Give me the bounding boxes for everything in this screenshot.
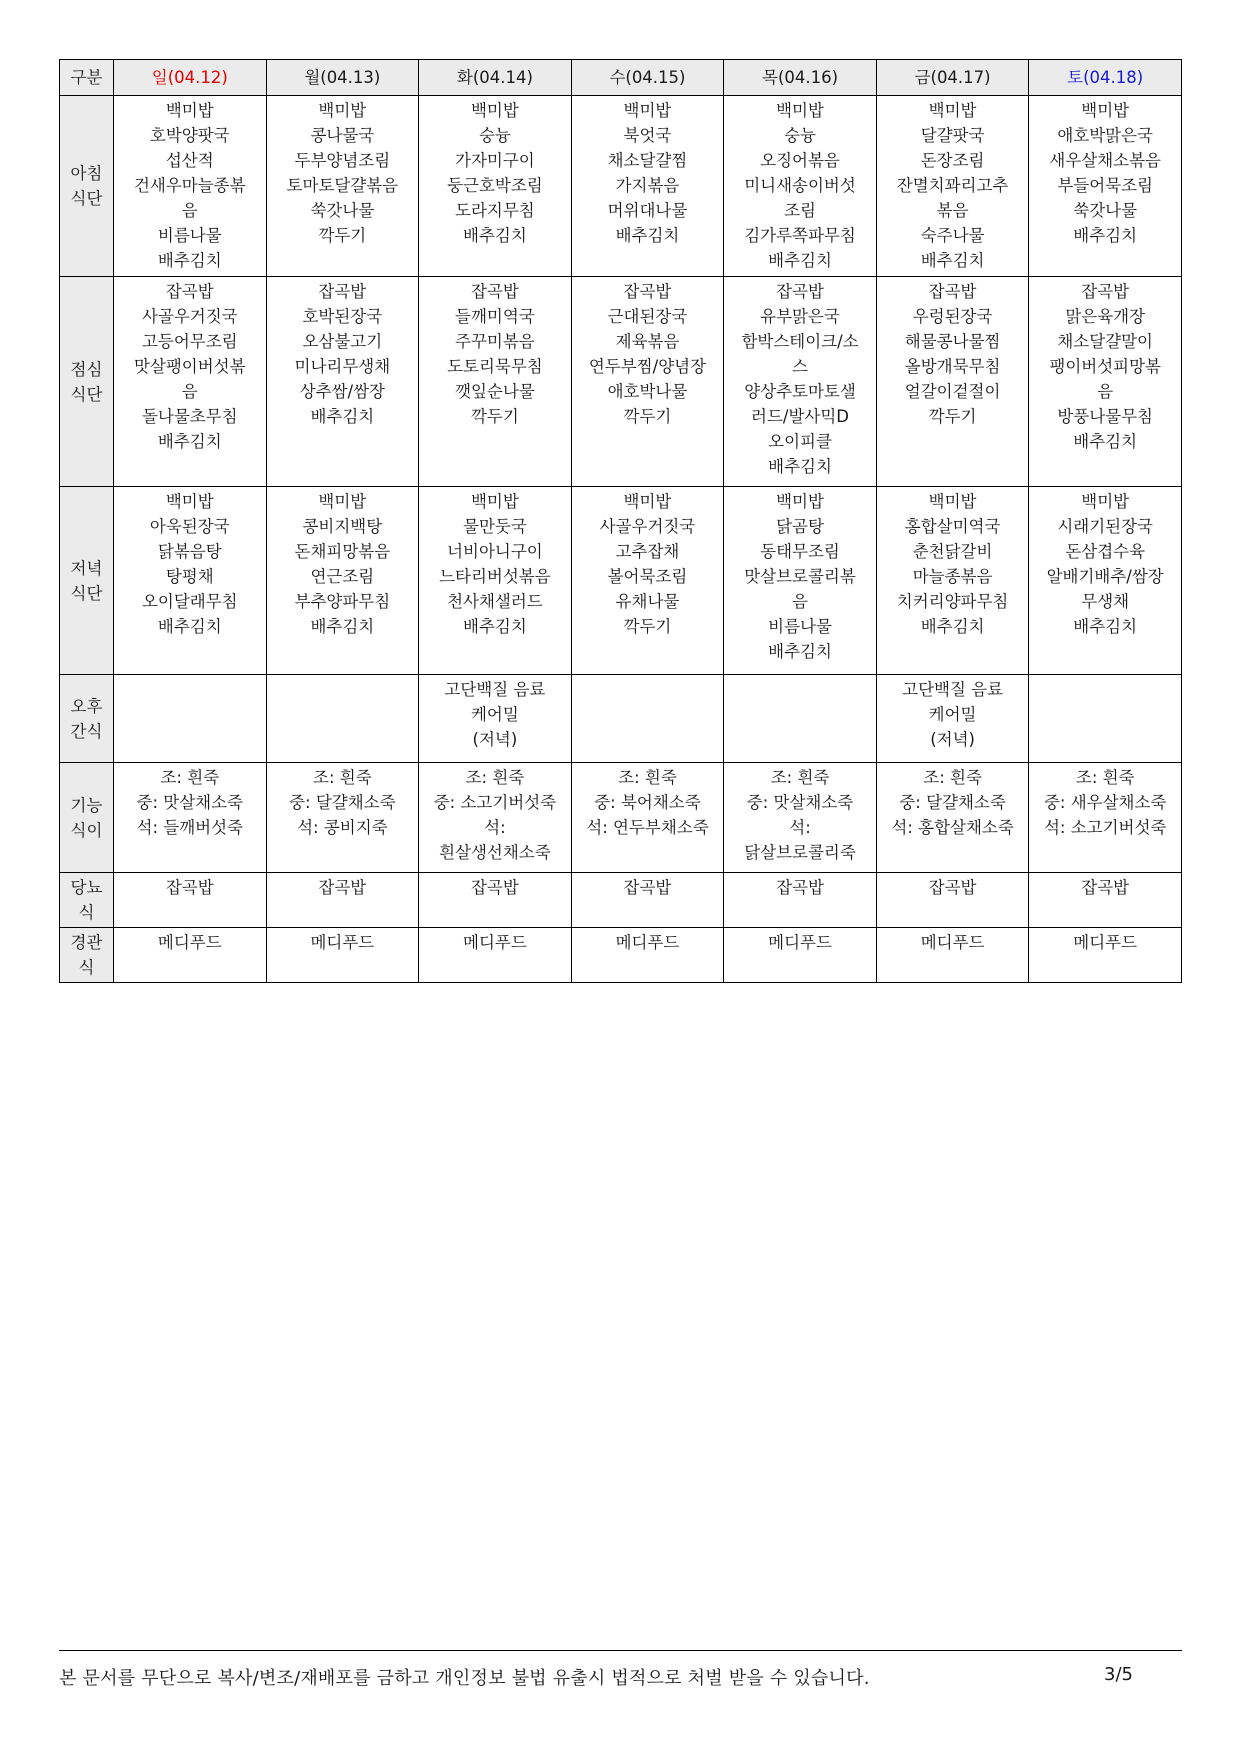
menu-cell: 백미밥 호박양팟국 섭산적 건새우마늘종볶 음 비름나물 배추김치 [114,96,267,277]
row-diabetic-diet [60,873,1182,928]
menu-cell: 잡곡밥 [1029,873,1182,928]
menu-cell: 고단백질 음료 케어밀 (저녁) [419,675,572,763]
row-lunch [60,277,1182,487]
row-label-lunch: 점심 식단 [60,277,114,487]
menu-cell: 백미밥 시래기된장국 돈삼겹수육 알배기배추/쌈장 무생채 배추김치 [1029,487,1182,675]
menu-cell: 메디푸드 [724,928,877,983]
row-breakfast [60,96,1182,277]
row-label-diabetic-diet: 당뇨 식 [60,873,114,928]
row-label-breakfast: 아침 식단 [60,96,114,277]
menu-cell: 백미밥 숭늉 오징어볶음 미니새송이버섯 조림 김가루쪽파무침 배추김치 [724,96,877,277]
day-header-sun: 일(04.12) [114,60,267,96]
menu-cell: 조: 흰죽 중: 맛살채소죽 석: 들깨버섯죽 [114,763,267,873]
row-functional-diet [60,763,1182,873]
menu-cell: 메디푸드 [266,928,419,983]
row-snack [60,675,1182,763]
menu-cell: 조: 흰죽 중: 새우살채소죽 석: 소고기버섯죽 [1029,763,1182,873]
menu-cell: 조: 흰죽 중: 달걀채소죽 석: 홍합살채소죽 [876,763,1029,873]
menu-cell: 백미밥 북엇국 채소달걀찜 가지볶음 머위대나물 배추김치 [571,96,724,277]
menu-cell [1029,675,1182,763]
menu-cell: 잡곡밥 들깨미역국 주꾸미볶음 도토리묵무침 깻잎순나물 깍두기 [419,277,572,487]
menu-cell: 조: 흰죽 중: 북어채소죽 석: 연두부채소죽 [571,763,724,873]
menu-cell: 잡곡밥 [876,873,1029,928]
weekly-menu-table [59,59,1182,983]
day-header-sat: 토(04.18) [1029,60,1182,96]
menu-cell: 잡곡밥 호박된장국 오삼불고기 미나리무생채 상추쌈/쌈장 배추김치 [266,277,419,487]
menu-cell: 잡곡밥 [114,873,267,928]
menu-cell: 잡곡밥 사골우거짓국 고등어무조림 맛살팽이버섯볶 음 돌나물초무침 배추김치 [114,277,267,487]
row-label-tube-feeding: 경관 식 [60,928,114,983]
menu-cell: 백미밥 아욱된장국 닭볶음탕 탕평채 오이달래무침 배추김치 [114,487,267,675]
menu-cell: 백미밥 사골우거짓국 고추잡채 볼어묵조림 유채나물 깍두기 [571,487,724,675]
copyright-notice: 본 문서를 무단으로 복사/변조/재배포를 금하고 개인정보 불법 유출시 법적으로 처벌 받을 수 있습니다. [59,1668,870,1689]
footer-divider [59,1650,1182,1651]
menu-cell: 백미밥 닭곰탕 동태무조림 맛살브로콜리볶 음 비름나물 배추김치 [724,487,877,675]
menu-cell [114,675,267,763]
row-dinner [60,487,1182,675]
menu-cell: 백미밥 콩나물국 두부양념조림 토마토달걀볶음 쑥갓나물 깍두기 [266,96,419,277]
menu-cell: 백미밥 콩비지백탕 돈채피망볶음 연근조림 부추양파무침 배추김치 [266,487,419,675]
menu-cell: 고단백질 음료 케어밀 (저녁) [876,675,1029,763]
day-header-mon: 월(04.13) [266,60,419,96]
day-header-tue: 화(04.14) [419,60,572,96]
menu-cell: 메디푸드 [1029,928,1182,983]
menu-cell: 잡곡밥 [724,873,877,928]
menu-cell: 백미밥 홍합살미역국 춘천닭갈비 마늘종볶음 치커리양파무침 배추김치 [876,487,1029,675]
menu-cell: 조: 흰죽 중: 달걀채소죽 석: 콩비지죽 [266,763,419,873]
menu-cell: 조: 흰죽 중: 맛살채소죽 석: 닭살브로콜리죽 [724,763,877,873]
menu-cell: 잡곡밥 [266,873,419,928]
menu-cell: 잡곡밥 맑은육개장 채소달걀말이 팽이버섯피망볶 음 방풍나물무침 배추김치 [1029,277,1182,487]
day-header-fri: 금(04.17) [876,60,1029,96]
day-header-thu: 목(04.16) [724,60,877,96]
menu-cell: 백미밥 물만둣국 너비아니구이 느타리버섯볶음 천사채샐러드 배추김치 [419,487,572,675]
menu-cell: 잡곡밥 [419,873,572,928]
page-number: 3/5 [1104,1664,1133,1685]
menu-cell: 백미밥 달걀팟국 돈장조림 잔멸치꽈리고추 볶음 숙주나물 배추김치 [876,96,1029,277]
menu-cell [571,675,724,763]
menu-cell: 메디푸드 [876,928,1029,983]
menu-cell [724,675,877,763]
menu-cell: 잡곡밥 우렁된장국 해물콩나물찜 올방개묵무침 얼갈이겉절이 깍두기 [876,277,1029,487]
row-label-dinner: 저녁 식단 [60,487,114,675]
day-header-row [60,60,1182,96]
menu-cell: 백미밥 숭늉 가자미구이 둥근호박조림 도라지무침 배추김치 [419,96,572,277]
day-header-wed: 수(04.15) [571,60,724,96]
row-label-functional-diet: 기능 식이 [60,763,114,873]
menu-cell [266,675,419,763]
menu-cell: 메디푸드 [114,928,267,983]
menu-cell: 잡곡밥 근대된장국 제육볶음 연두부찜/양념장 애호박나물 깍두기 [571,277,724,487]
menu-cell: 조: 흰죽 중: 소고기버섯죽 석: 흰살생선채소죽 [419,763,572,873]
corner-label: 구분 [60,60,114,96]
menu-cell: 메디푸드 [419,928,572,983]
menu-cell: 백미밥 애호박맑은국 새우살채소볶음 부들어묵조림 쑥갓나물 배추김치 [1029,96,1182,277]
menu-cell: 메디푸드 [571,928,724,983]
menu-cell: 잡곡밥 유부맑은국 함박스테이크/소 스 양상추토마토샐 러드/발사믹D 오이피클 배추김치 [724,277,877,487]
row-label-snack: 오후 간식 [60,675,114,763]
row-tube-feeding [60,928,1182,983]
menu-cell: 잡곡밥 [571,873,724,928]
